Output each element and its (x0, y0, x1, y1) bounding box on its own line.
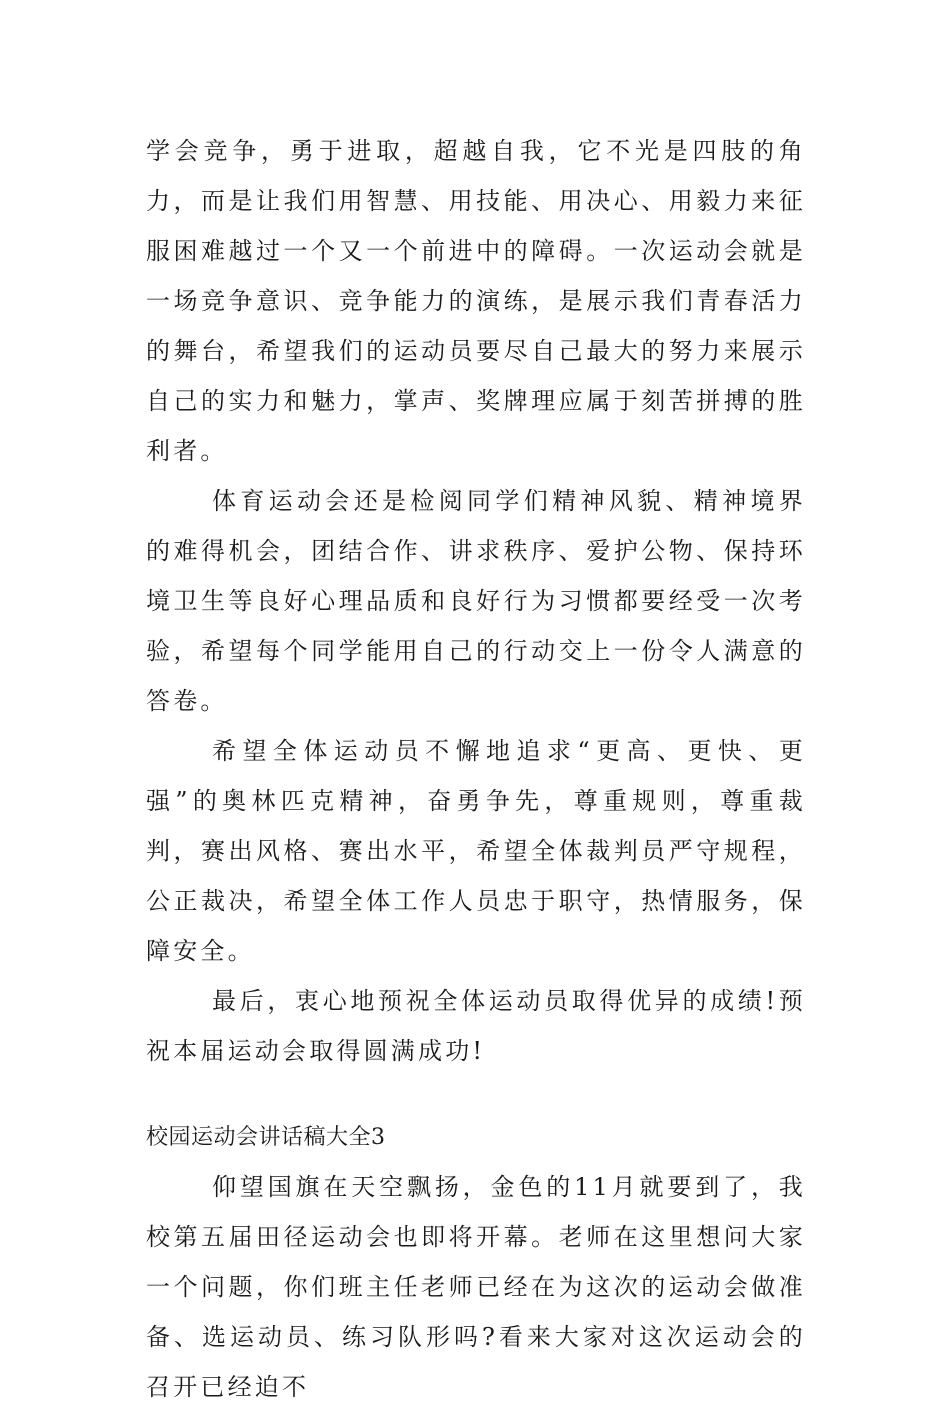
paragraph-1: 学会竞争，勇于进取，超越自我，它不光是四肢的角力，而是让我们用智慧、用技能、用决心、用毅力来征服困难越过一个又一个前进中的障碍。一次运动会就是一场竞争意识、竞争能力的演练，是展示我们青春活力的舞台，希望我们的运动员要尽自己最大的努力来展示自己的实力和魅力，掌声、奖牌理应属于刻苦拼搏的胜利者。 (146, 137, 806, 465)
document-page (146, 126, 806, 1412)
paragraph-3: 希望全体运动员不懈地追求“更高、更快、更强”的奥林匹克精神，奋勇争先，尊重规则，尊重裁判，赛出风格、赛出水平，希望全体裁判员严守规程，公正裁决，希望全体工作人员忠于职守，热情服务，保障安全。 (146, 737, 806, 965)
paragraph-2: 体育运动会还是检阅同学们精神风貌、精神境界的难得机会，团结合作、讲求秩序、爱护公物、保持环境卫生等良好心理品质和良好行为习惯都要经受一次考验，希望每个同学能用自己的行动交上一份令人满意的答卷。 (146, 487, 806, 715)
paragraph-5: 仰望国旗在天空飘扬，金色的11月就要到了，我校第五届田径运动会也即将开幕。老师在这里想问大家一个问题，你们班主任老师已经在为这次的运动会做准备、选运动员、练习队形吗?看来大家对这次运动会的召开已经迫不 (146, 1173, 806, 1401)
section-heading: 校园运动会讲话稿大全3 (146, 1125, 386, 1150)
paragraph-4: 最后，衷心地预祝全体运动员取得优异的成绩!预祝本届运动会取得圆满成功! (146, 987, 806, 1065)
